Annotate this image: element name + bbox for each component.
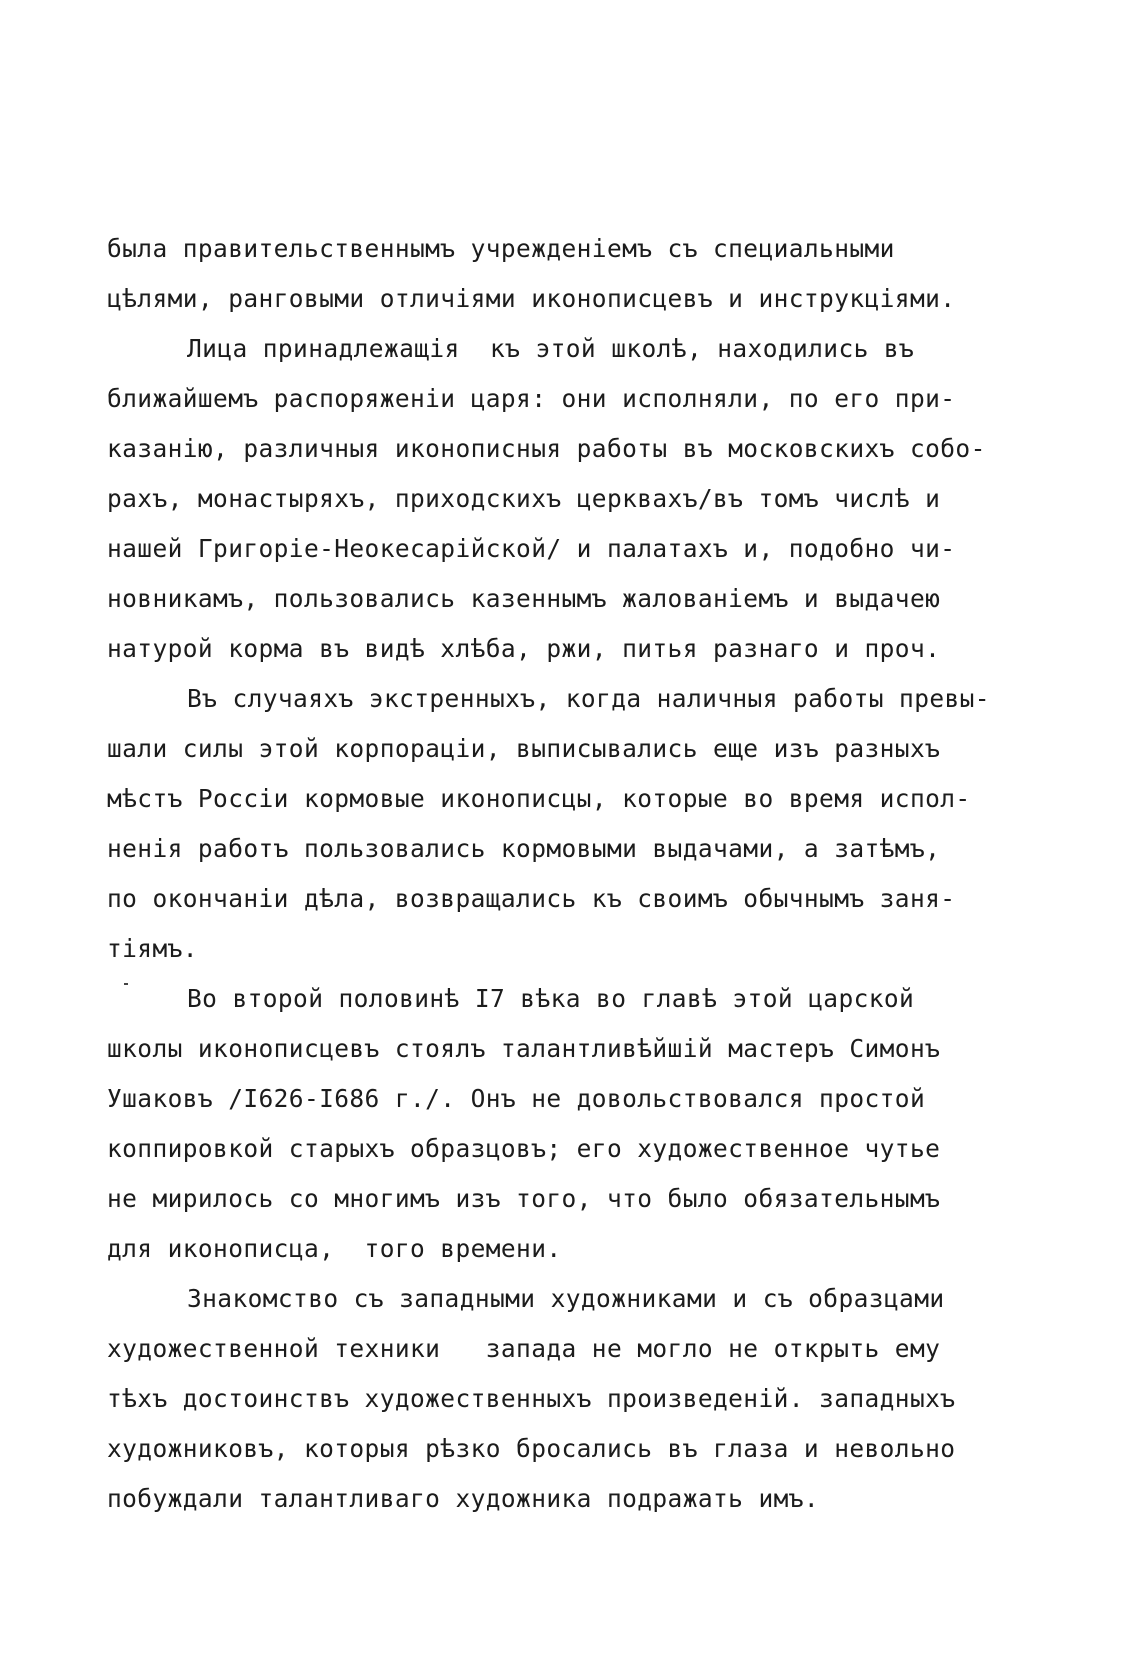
text-line-23: художественной техники запада не могло не открыть ему (107, 1334, 941, 1363)
text-line-3: Лица принадлежащiя къ этой школѣ, находились въ (187, 334, 915, 363)
text-line-26: побуждали талантливаго художника подражать имъ. (107, 1484, 820, 1513)
text-line-19: коппировкой старыхъ образцовъ; его художественное чутье (107, 1134, 941, 1163)
text-line-24: тѣхъ достоинствъ художественныхъ произведенiй. западныхъ (107, 1384, 956, 1413)
text-line-25: художниковъ, которыя рѣзко бросались въ глаза и невольно (107, 1434, 956, 1463)
typewritten-text (107, 224, 1117, 1524)
text-line-14: по окончанiи дѣла, возвращались къ своимъ обычнымъ заня- (107, 884, 956, 913)
ink-speck (124, 983, 128, 985)
text-line-2: цѣлями, ранговыми отличiями иконописцевъ и инструкцiями. (107, 284, 956, 313)
text-line-6: рахъ, монастыряхъ, приходскихъ церквахъ/въ томъ числѣ и (107, 484, 941, 513)
text-line-20: не мирилось со многимъ изъ того, что было обязательнымъ (107, 1184, 941, 1213)
text-line-13: ненiя работъ пользовались кормовыми выдачами, а затѣмъ, (107, 834, 941, 863)
text-line-16: Во второй половинѣ I7 вѣка во главѣ этой царской (187, 984, 915, 1013)
text-line-8: новникамъ, пользовались казеннымъ жалованiемъ и выдачею (107, 584, 941, 613)
text-line-12: мѣстъ Россiи кормовые иконописцы, которые во время испол- (107, 784, 971, 813)
text-line-18: Ушаковъ /I626-I686 г./. Онъ не довольствовался простой (107, 1084, 926, 1113)
text-line-5: казанiю, различныя иконописныя работы въ московскихъ собо- (107, 434, 986, 463)
text-line-11: шали силы этой корпорацiи, выписывались еще изъ разныхъ (107, 734, 941, 763)
text-line-4: ближайшемъ распоряженiи царя: они исполняли, по его при- (107, 384, 956, 413)
text-line-9: натурой корма въ видѣ хлѣба, ржи, питья разнаго и проч. (107, 634, 941, 663)
text-line-17: школы иконописцевъ стоялъ талантливѣйшiй мастеръ Симонъ (107, 1034, 941, 1063)
text-line-7: нашей Григорiе-Неокесарiйской/ и палатахъ и, подобно чи- (107, 534, 956, 563)
text-line-21: для иконописца, того времени. (107, 1234, 562, 1263)
text-line-22: Знакомство съ западными художниками и съ образцами (187, 1284, 945, 1313)
text-line-10: Въ случаяхъ экстренныхъ, когда наличныя работы превы- (187, 684, 990, 713)
text-line-1: была правительственнымъ учрежденiемъ съ специальными (107, 234, 895, 263)
text-line-15: тiямъ. (107, 934, 198, 963)
